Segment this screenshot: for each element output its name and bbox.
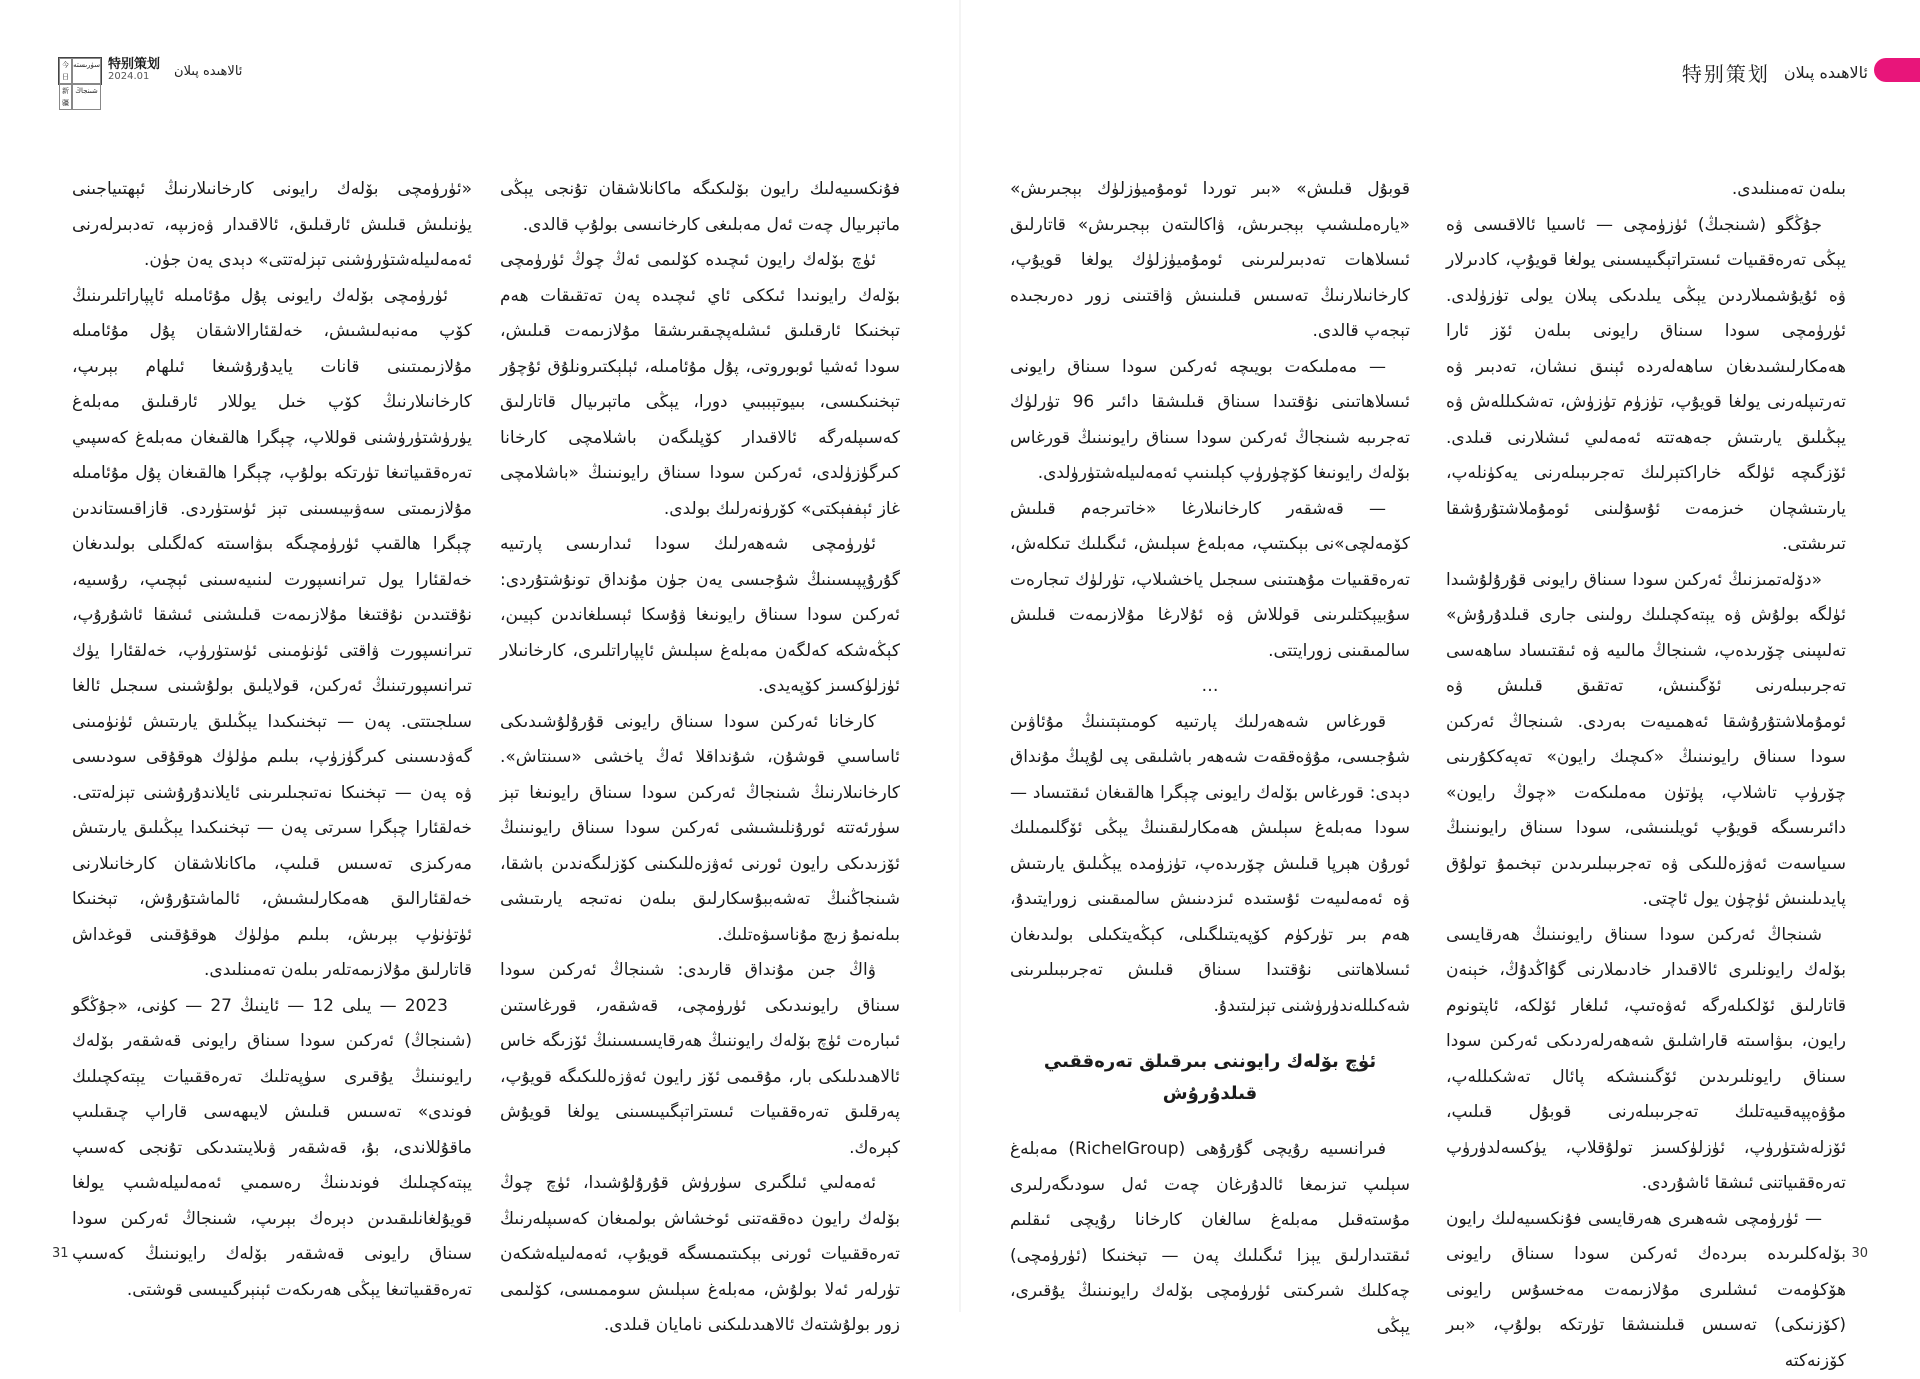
paragraph: ئۈرۈمچى شەھەرلىك سودا ئىدارىسى پارتىيە گۇرۇپپىسىنىڭ شۇجىسى يەن جۈن مۇنداق تونۇشتۇردى: ئەركىن سودا سىناق رايونىغا ۋۇسكا ئېسىلغاندىن كېيىن، كېڭەشكە كەلگەن مەبلەغ سېلىش ئاپپاراتلىرى، كارخانىلار ئۈزلۈكسىز كۆپەيدى. [500,527,900,705]
paragraph: فۇنكسىيەلىك رايون بۆلىكىگە ماكانلاشقان تۇنجى يېڭى ماتېرىيال چەت ئەل مەبلىغى كارخانىسى بولۇپ قالدى. [500,172,900,243]
page-number-right: 30 [1851,1246,1868,1261]
section-color-tab [1874,58,1920,82]
ellipsis-mark: … [1010,669,1410,705]
section-title-cn: 特别策划 [108,59,160,71]
paragraph: 2023 — يىلى 12 — ئاينىڭ 27 — كۈنى، «جۇڭگو (شىنجاڭ) ئەركىن سودا سىناق رايونى قەشقەر بۆلەك رايونىنىڭ يۇقىرى سۈپەتلىك تەرەققىيات يېتەكچىلىك فوندى» تەسىس قىلىش لايىھەسى قاراپ چىقىلىپ ماقۇللاندى، بۇ، قەشقەر ۋىلايىتىدىكى تۇنجى كەسىپ يېتەكچىلىك فوندىنىڭ رەسمىي ئەمەلىيلەشىپ يولغا قويۇلغانلىقىدىن دېرەك بېرىپ، شىنجاڭ ئەركىن سودا سىناق رايونى قەشقەر بۆلەك رايونىنىڭ كەسىپ تەرەققىياتىغا يېڭى ھەرىكەت ئېنېرگىيىسى قوشتى. [72,989,472,1309]
section-heading: ئۈچ بۆلەك رايوننى بىرقىلق تەرەققىي قىلدۇرۇش [1010,1046,1410,1110]
paragraph: — مەملىكەت بويىچە ئەركىن سودا سىناق رايونى ئىسلاھاتىنى نۇقتىدا سىناق قىلىشقا دائىر 96 تۈرلۈك تەجرىبە شىنجاڭ ئەركىن سودا سىناق رايونىنىڭ قورغاس بۆلەك رايونىغا كۆچۈرۈپ كېلىنىپ ئەمەلىيلەشتۈرۈلدى. [1010,350,1410,492]
logo-cell: سۈرىستە [72,58,101,84]
paragraph: «ئۈرۈمچى بۆلەك رايونى كارخانىلارنىڭ ئېھتىياجىنى يۈنىلىش قىلىش ئارقىلىق، ئالاقىدار ۋەزىپە، تەدبىرلەرنى ئەمەلىيلەشتۈرۈشنى تېزلەتتى» دېدى يەن جۈن. [72,172,472,279]
issue-date: 2024.01 [108,71,160,83]
left-page-header [58,56,242,86]
paragraph: فىرانسىيە رۇيچى گۇرۇھى (RichelGroup) مەبلەغ سېلىپ تىزىمغا ئالدۇرغان چەت ئەل سودىگەرلىرى مۇستەقىل مەبلەغ سالغان كارخانا رۇيچى ئىقلىم ئىقتىدارلىق يېزا ئىگىلىك پەن — تېخنىكا (ئۈرۈمچى) چەكلىك شىركىتى ئۈرۈمچى بۆلەك رايونىنىڭ يۇقىرى، يېڭى [1010,1132,1410,1345]
section-title-cn: 特别策划 [1682,58,1770,87]
text-column-2 [500,172,900,1222]
right-page-header [1682,58,1868,87]
text-column-4 [1446,172,1846,1222]
paragraph: كارخانا ئەركىن سودا سىناق رايونى قۇرۇلۇشىدىكى ئاساسىي قوشۇن، شۇنداقلا ئەڭ ياخشى «سىنتاش». كارخانىلارنىڭ شىنجاڭ ئەركىن سودا سىناق رايونىغا تېز سۈرئەتتە ئورۇنلىشىشى ئەركىن سودا سىناق رايونىنىڭ ئۆزىدىكى رايون ئورنى ئەۋزەللىكىنى كۆزلىگەندىن باشقا، شىنجاڭنىڭ تەشەببۇسكارلىق بىلەن نەتىجە يارىتىشى بىلەنمۇ زىچ مۇناسىۋەتلىك. [500,705,900,954]
text-column-3 [1010,172,1410,1222]
paragraph: جۇڭگو (شىنجىڭ) ئۈزۈمچى — ئاسىيا ئالاقىسى ۋە يېڭى تەرەققىيات ئىستراتېگىيىسىنى يولغا قويۇپ، كادىرلار ۋە ئۇيۇشمىلاردىن يېڭى يىلدىكى پىلان يولى تۈزۈلدى. ئۈرۈمچى سودا سىناق رايونى بىلەن ئۆز ئارا ھەمكارلىشىدىغان ساھەلەردە ئېنىق نىشان، تەدبىر ۋە تەرتىپلەرنى يولغا قويۇپ، تۈزۈم تۈزۈش، تەشكىللەش ۋە يېڭىلىق يارىتىش جەھەتتە ئەمەلىي ئىشلارنى قىلدى. ئۆزگىچە ئۈلگە خاراكتېرلىك تەجرىبىلەرنى يەكۈنلەپ، يارىتىشچان خىزمەت ئۇسۇلىنى ئومۇملاشتۇرۇشقا تىرىشتى. [1446,208,1846,563]
paragraph: شىنجاڭ ئەركىن سودا سىناق رايونىنىڭ ھەرقايسى بۆلەك رايونلىرى ئالاقىدار خادىملارنى گۇاڭدۇڭ، خېنەن قاتارلىق ئۆلكىلەرگە ئەۋەتىپ، ئىلغار ئۆلكە، ئاپتونوم رايون، بىۋاسىتە قاراشلىق شەھەرلەردىكى ئەركىن سودا سىناق رايونلىرىدىن ئۆگىنىشكە پائال تەشكىللەپ، مۇۋەپپەقىيەتلىك تەجرىبىلەرنى قوبۇل قىلىپ، ئۆزلەشتۈرۈپ، ئۈزلۈكسىز تولۇقلاپ، يۈكسەلدۈرۈپ تەرەققىياتنى ئىشقا ئاشۇردى. [1446,918,1846,1202]
section-title-ug: ئالاھىدە پىلان [174,64,242,79]
paragraph: ۋاڭ جىن مۇنداق قارىدى: شىنجاڭ ئەركىن سودا سىناق رايونىدىكى ئۈرۈمچى، قەشقەر، قورغاستىن ئىبارەت ئۈچ بۆلەك رايوننىڭ ھەرقايسىسىنىڭ ئۆزىگە خاس ئالاھىدىلىكى بار، مۇقىمى ئۆز رايون ئەۋزەللىكىگە قويۇپ، پەرقلىق تەرەققىيات ئىستراتېگىيىسىنى يولغا قويۇش كېرەك. [500,953,900,1166]
paragraph: «دۆلەتمىزنىڭ ئەركىن سودا سىناق رايونى قۇرۇلۇشىدا ئۈلگە بولۇش ۋە يېتەكچىلىك رولىنى جارى قىلدۇرۇش» تەلىپىنى چۆرىدەپ، شىنجاڭ مالىيە ۋە ئىقتىساد ساھەسى تەجرىبىلەرنى ئۆگىنىش، تەتقىق قىلىش ۋە ئومۇملاشتۇرۇشقا ئەھمىيەت بەردى. شىنجاڭ ئەركىن سودا سىناق رايونىنىڭ «كىچىك رايون» تەپەككۇرىنى چۆرۈپ تاشلاپ، پۈتۈن مەملىكەت «چوڭ رايون» دائىرىسىگە قويۇپ ئويلىنىشى، سودا سىناق رايونىنىڭ سىياسەت ئەۋزەللىكى ۋە تەجرىبىلىرىدىن تېخىمۇ تولۇق پايدىلىنىش ئۈچۈن يول ئاچتى. [1446,563,1846,918]
paragraph: ئۈرۈمچى بۆلەك رايونى پۇل مۇئامىلە ئاپپاراتلىرىنىڭ كۆپ مەنبەلىشىش، خەلقئارالاشقان پۇل مۇئامىلە مۇلازىمىتىنى قانات يايدۇرۇشىغا ئىلھام بېرىپ، كارخانىلارنىڭ كۆپ خىل يوللار ئارقىلىق مەبلەغ يۈرۈشتۈرۈشنى قوللاپ، چېگرا ھالقىغان مەبلەغ كەسپىي تەرەققىياتىغا تۈرتكە بولۇپ، چېگرا ھالقىغان پۇل مۇئامىلە مۇلازىمىتى سەۋىيىسىنى تېز ئۈستۈردى. قازاقىستاندىن چېگرا ھالقىپ ئۈرۈمچىگە بىۋاسىتە كەلگىلى بولىدىغان خەلقئارا يول تىرانسپورت لىنىيەسىنى ئېچىپ، رۇسىيە، نۇقتىدىن نۇقتىغا مۇلازىمەت قىلىشنى ئىشقا ئاشۇرۇپ، تىرانسپورت ۋاقتى ئۈنۈمىنى ئۈستۈرۈپ، خەلقئارا يۈك تىرانسپورتىنىڭ ئەركىن، قولايلىق بولۇشىنى سىجىل ئالغا سىلجىتتى. پەن — تېخنىكىدا يېڭىلىق يارىتىش ئۈنۈمىنى گەۋدىسىنى كىرگۈزۈپ، بىلىم مۈلۈك ھوقۇقى سودىسى ۋە پەن — تېخنىكا نەتىجىلىرىنى ئايلاندۇرۇشنى تېزلەتتى. خەلقئارا چېگرا سىرتى پەن — تېخنىكىدا يېڭىلىق يارىتىش مەركىزى تەسىس قىلىپ، ماكانلاشقان كارخانىلارنى خەلقئارالىق ھەمكارلىشىش، ئالماشتۇرۇش، تېخنىكا ئۈتۈنۈپ بېرىش، بىلىم مۈلۈك ھوقۇقىنى قوغداش قاتارلىق مۇلازىمەتلەر بىلەن تەمىنلىدى. [72,279,472,989]
spread-divider [959,0,961,1312]
text-column-1 [72,172,472,1222]
logo-cell: 今日 [59,58,72,84]
paragraph: قورغاس شەھەرلىك پارتىيە كومىتېتىنىڭ مۇئاۋىن شۇجىسى، مۇۋەققەت شەھەر باشلىقى پى لۇپىڭ مۇنداق دېدى: قورغاس بۆلەك رايونى چېگرا ھالقىغان ئىقتىساد — سودا مەبلەغ سېلىش ھەمكارلىقىنىڭ يېڭى ئۆگلىمىلىك ئورۇن ھېرپا قىلىش چۆرىدەپ، تۈزۈمدە يېڭىلىق يارىتىش ۋە ئەمەلىيەت ئۇستىدە ئىزدىنىش سالمىقىنى زورايتىدۇ، ھەم بىر تۈركۈم كۆپەيتىلگىلى، كېڭەيتكىلى بولىدىغان ئىسلاھاتنى نۇقتىدا سىناق قىلىش تەجرىبىلىرىنى شەكىللەندۈرۈشنى تېزلىتىدۇ. [1010,705,1410,1025]
logo-cell: شىنجاڭ [72,84,101,110]
paragraph: بىلەن تەمىنلىدى. [1446,172,1846,208]
paragraph: ئەمەلىي ئىلگىرى سۈرۈش قۇرۇلۇشىدا، ئۈچ چوڭ بۆلەك رايون دەققەتنى ئوخشاش بولمىغان كەسىپلەرنىڭ تەرەققىيات ئورنى بېكىتىمىسگە قويۇپ، ئەمەلىيلەشكەن تۈرلەر ئەلا بولۇش، مەبلەغ سېلىش سوممىسى، كۆلىمى زور بولۇشتەك ئالاھىدىلىكنى نامايان قىلدى. [500,1166,900,1344]
magazine-logo [58,57,102,85]
paragraph: — قەشقەر كارخانىلارغا «خاتىرجەم قىلىش كۆمەلچى»نى بېكىتىپ، مەبلەغ سېلىش، ئىگىلىك تىكلەش، تەرەققىيات مۇھىتىنى سىجىل ياخشىلاپ، تۈرلۈك تىجارەت سۇبيېكتلىرىنى قوللاش ۋە ئۇلارغا مۇلازىمەت قىلىش سالمىقىنى زورايتتى. [1010,492,1410,670]
paragraph: — ئۈرۈمچى شەھىرى ھەرقايسى فۇنكسىيەلىك رايون بۆلەكلىرىدە بىردەك ئەركىن سودا سىناق رايونى ھۆكۈمەت ئىشلىرى مۇلازىمەت مەخسۇس رايونى (كۆزنىكى) تەسىس قىلىنىشقا تۈرتكە بولۇپ، «بىر كۆزنەكتە [1446,1202,1846,1379]
page-number-left: 31 [52,1246,69,1261]
logo-cell: 新疆 [59,84,72,110]
paragraph: قوبۇل قىلىش» «بىر توردا ئومۇميۈزلۈك بېجىرىش» «يارەملىشىپ بېجىرىش، ۋاكالىتەن بېجىرىش» قاتارلىق ئىسلاھات تەدبىرلىرىنى ئومۇميۈزلۈك يولغا قويۇپ، كارخانىلارنىڭ تەسىس قىلىنىش ۋاقتىنى زور دەرىجىدە تېجەپ قالدى. [1010,172,1410,350]
paragraph: ئۈچ بۆلەك رايون ئىچىدە كۆلىمى ئەڭ چوڭ ئۈرۈمچى بۆلەك رايونىدا ئىككى ئاي ئىچىدە پەن تەتقىقات ھەم تېخنىكا ئارقىلىق ئىشلەپچىقىرىشقا مۇلازىمەت قىلىش، سودا ئەشيا ئوبوروتى، پۇل مۇئامىلە، ئېلېكتىرونلۇق ئۇچۇر تېخنىكىسى، بىيوتېببىي دورا، يېڭى ماتېرىيال قاتارلىق كەسىپلەرگە ئالاقىدار كۆپلىگەن باشلامچى كارخانا كىرگۈزۈلدى، ئەركىن سودا سىناق رايونىنىڭ «باشلامچى غاز ئېففېكتى» كۆرۈنەرلىك بولدى. [500,243,900,527]
section-title-ug: ئالاھىدە پىلان [1784,63,1868,82]
